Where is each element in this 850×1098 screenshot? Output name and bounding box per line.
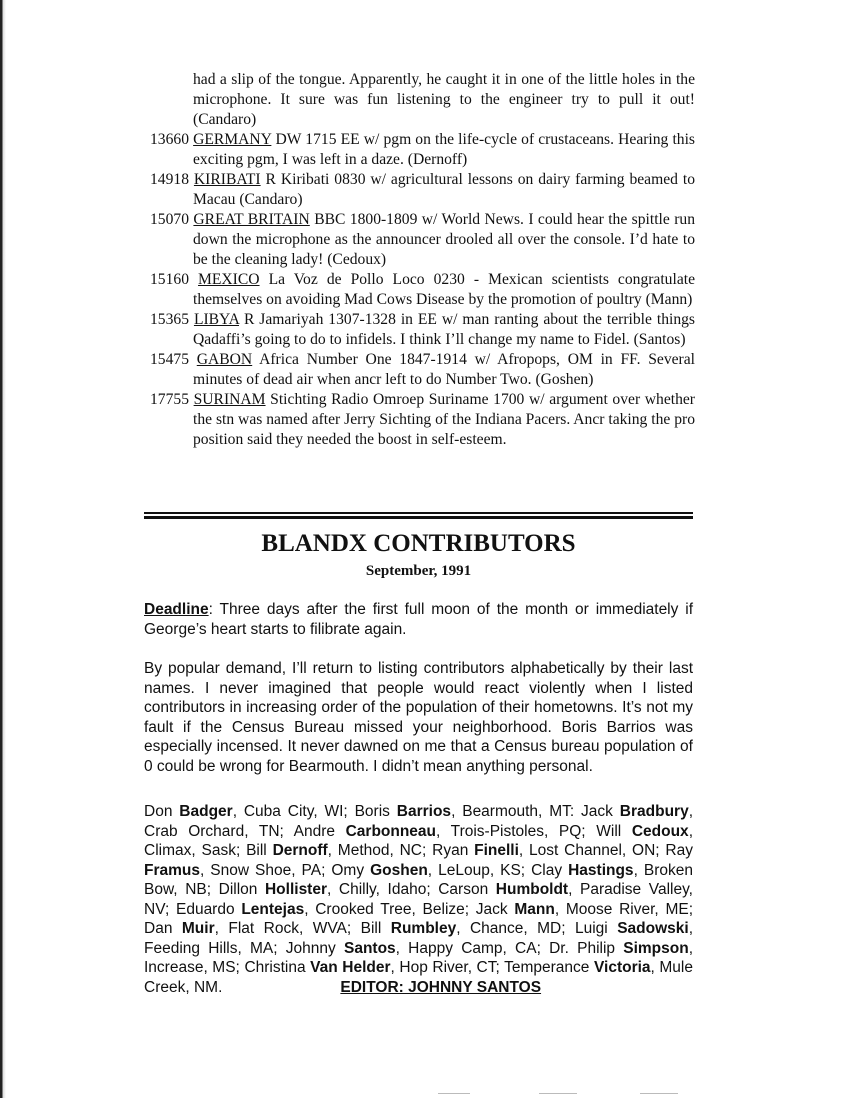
contributor-last-name: Bradbury — [619, 803, 689, 820]
log-country: LIBYA — [193, 311, 239, 328]
contributor-first-name: Eduardo — [175, 900, 242, 918]
log-entry — [150, 210, 695, 270]
contributor-place: , Trois-Pistoles, PQ; — [436, 822, 597, 840]
log-country: MEXICO — [198, 271, 260, 288]
log-frequency: 13660 — [150, 131, 189, 148]
deadline-text: : Three days after the first full moon of the month or immediately if George’s heart starts to filibrate again. — [144, 601, 693, 638]
contributor-place: , Feeding Hills, MA; — [144, 920, 694, 957]
contributor-place: , Flat Rock, WVA; — [214, 920, 361, 937]
contributor-place: , Snow Shoe, PA; — [200, 861, 332, 879]
contributor-place: , Crab Orchard, TN; — [144, 803, 693, 840]
contributor-first-name: Christina — [244, 959, 311, 976]
contributor-first-name: Will — [596, 822, 632, 840]
contributor-last-name: Mann — [514, 900, 555, 918]
contributor-first-name: Andre — [293, 822, 346, 840]
contributor-first-name: Johnny — [285, 939, 344, 957]
contributor-first-name: Temperance — [504, 959, 594, 976]
contributor-place: , Lost Channel, ON; — [518, 842, 666, 859]
editor-credit: EDITOR: JOHNNY SANTOS — [340, 978, 542, 996]
log-entry — [150, 310, 695, 350]
contributor-first-name: Luigi — [575, 920, 618, 937]
contributor-last-name: Simpson — [623, 939, 689, 957]
contributor-last-name: Badger — [179, 803, 233, 820]
log-text: R Jamariyah 1307-1328 in EE w/ man ranting about the terrible things Qadaffi’s going to do to infidels. I think I’ll change my name to Fidel. (Santos) — [193, 311, 695, 348]
contributor-last-name: Finelli — [474, 842, 519, 859]
contributor-place: , Bearmouth, MT: — [451, 803, 582, 820]
log-frequency: 15070 — [150, 211, 189, 228]
contributor-first-name: Dr. Philip — [549, 939, 624, 957]
contributor-first-name: Dan — [144, 920, 182, 937]
log-country: GABON — [196, 351, 253, 368]
log-text: Africa Number One 1847-1914 w/ Afropops, OM in FF. Several minutes of dead air when ancr left to do Number Two. (Goshen) — [193, 351, 695, 388]
deadline-label: Deadline — [144, 601, 209, 618]
contributors-names — [144, 803, 693, 996]
log-country: GERMANY — [193, 131, 272, 148]
log-text: R Kiribati 0830 w/ agricultural lessons on dairy farming beamed to Macau (Candaro) — [193, 171, 695, 208]
contributor-first-name: Don — [144, 803, 180, 820]
scan-mark — [640, 1093, 678, 1094]
contributor-place: , Crooked Tree, Belize; — [304, 900, 476, 918]
log-country: SURINAM — [193, 391, 266, 408]
shortwave-log-section — [150, 70, 695, 450]
contributor-last-name: Hollister — [264, 881, 327, 898]
scan-edge — [0, 0, 6, 1098]
contributor-first-name: Jack — [581, 803, 620, 820]
log-entry — [150, 130, 695, 170]
contributor-last-name: Hastings — [568, 861, 634, 879]
contributor-first-name: Carson — [438, 881, 496, 898]
contributor-last-name: Van Helder — [310, 959, 391, 976]
contributor-place: , Happy Camp, CA; — [395, 939, 550, 957]
contributor-last-name: Muir — [181, 920, 215, 937]
contributor-first-name: Bill — [360, 920, 391, 937]
contributor-last-name: Rumbley — [390, 920, 457, 937]
contributor-first-name: Boris — [354, 803, 397, 820]
scan-mark — [438, 1093, 470, 1094]
contributor-place: , Moose River, ME; — [554, 900, 693, 918]
contributor-first-name: Bill — [246, 842, 273, 859]
contributor-last-name: Humboldt — [495, 881, 569, 898]
contributor-last-name: Barrios — [396, 803, 452, 820]
log-frequency: 15160 — [150, 271, 189, 288]
deadline-paragraph — [144, 600, 693, 639]
log-text: DW 1715 EE w/ pgm on the life-cycle of crustaceans. Hearing this exciting pgm, I was left in a daze. (Dernoff) — [193, 131, 696, 168]
log-text: BBC 1800-1809 w/ World News. I could hear the spittle run down the microphone as the announcer drooled all over the console. I’d hate to be the cleaning lady! (Cedoux) — [193, 211, 696, 268]
contributor-place: , Broken Bow, NB; — [144, 861, 693, 898]
contributor-place: , Mule Creek, NM. — [144, 959, 693, 996]
log-country: KIRIBATI — [193, 171, 261, 188]
log-frequency: 14918 — [150, 171, 189, 188]
page-title: BLANDX CONTRIBUTORS — [261, 530, 576, 557]
log-entry — [150, 270, 695, 310]
popular-demand-paragraph: By popular demand, I’ll return to listing contributors alphabetically by their last names. I never imagined that people would react violently when I listed contributors in increasing order of the population of their hometowns. It’s not my fault if the Census Bureau missed your neighborhood. Boris Barrios was especially incensed. It never dawned on me that a Census bureau population of 0 could be wrong for Bearmouth. I didn’t mean anything personal. — [144, 660, 693, 775]
contributor-last-name: Carbonneau — [345, 822, 437, 840]
contributor-last-name: Santos — [343, 939, 396, 957]
contributor-place: , Climax, Sask; — [144, 822, 693, 859]
issue-date: September, 1991 — [365, 563, 472, 579]
contributor-first-name: Jack — [475, 900, 515, 918]
log-frequency: 17755 — [150, 391, 189, 408]
contributor-last-name: Victoria — [593, 959, 651, 976]
log-entries — [150, 130, 695, 450]
contributor-last-name: Sadowski — [617, 920, 689, 937]
contributor-last-name: Lentejas — [241, 900, 305, 918]
contributor-place: , Hop River, CT; — [390, 959, 505, 976]
scan-mark — [539, 1093, 577, 1094]
contributor-place: , Paradise Valley, NV; — [144, 881, 693, 918]
log-continuation: had a slip of the tongue. Apparently, he caught it in one of the little holes in the microphone. It sure was fun listening to the engineer try to pull it out! (Candaro) — [193, 71, 695, 128]
log-text: La Voz de Pollo Loco 0230 - Mexican scientists congratulate themselves on avoiding Mad Cows Disease by the promotion of poultry (Mann) — [193, 271, 695, 308]
contributor-last-name: Framus — [144, 861, 200, 879]
log-text: Stichting Radio Omroep Suriname 1700 w/ argument over whether the stn was named after Jerry Sichting of the Indiana Pacers. Ancr taking the pro position said they needed the boost in self-esteem. — [193, 391, 695, 448]
contributor-first-name: Ryan — [432, 842, 475, 859]
log-frequency: 15475 — [150, 351, 189, 368]
section-divider-thick — [144, 516, 693, 519]
log-entry — [150, 390, 695, 450]
contributor-last-name: Dernoff — [272, 842, 328, 859]
contributor-first-name: Dillon — [218, 881, 265, 898]
contributor-first-name: Omy — [331, 861, 371, 879]
contributor-last-name: Cedoux — [631, 822, 689, 840]
contributor-first-name: Ray — [665, 842, 693, 859]
section-divider-thin — [144, 512, 693, 514]
contributor-first-name: Clay — [531, 861, 569, 879]
log-entry — [150, 350, 695, 390]
contributor-last-name: Goshen — [370, 861, 428, 879]
contributor-place: , Increase, MS; — [144, 939, 694, 976]
contributor-place: , Method, NC; — [327, 842, 433, 859]
contributor-place: , Chance, MD; — [456, 920, 575, 937]
log-country: GREAT BRITAIN — [193, 211, 310, 228]
log-entry — [150, 170, 695, 210]
log-frequency: 15365 — [150, 311, 189, 328]
contributors-list — [144, 802, 693, 997]
contributor-place: , Cuba City, WI; — [232, 803, 355, 820]
contributor-place: , LeLoup, KS; — [427, 861, 532, 879]
contributor-place: , Chilly, Idaho; — [327, 881, 439, 898]
